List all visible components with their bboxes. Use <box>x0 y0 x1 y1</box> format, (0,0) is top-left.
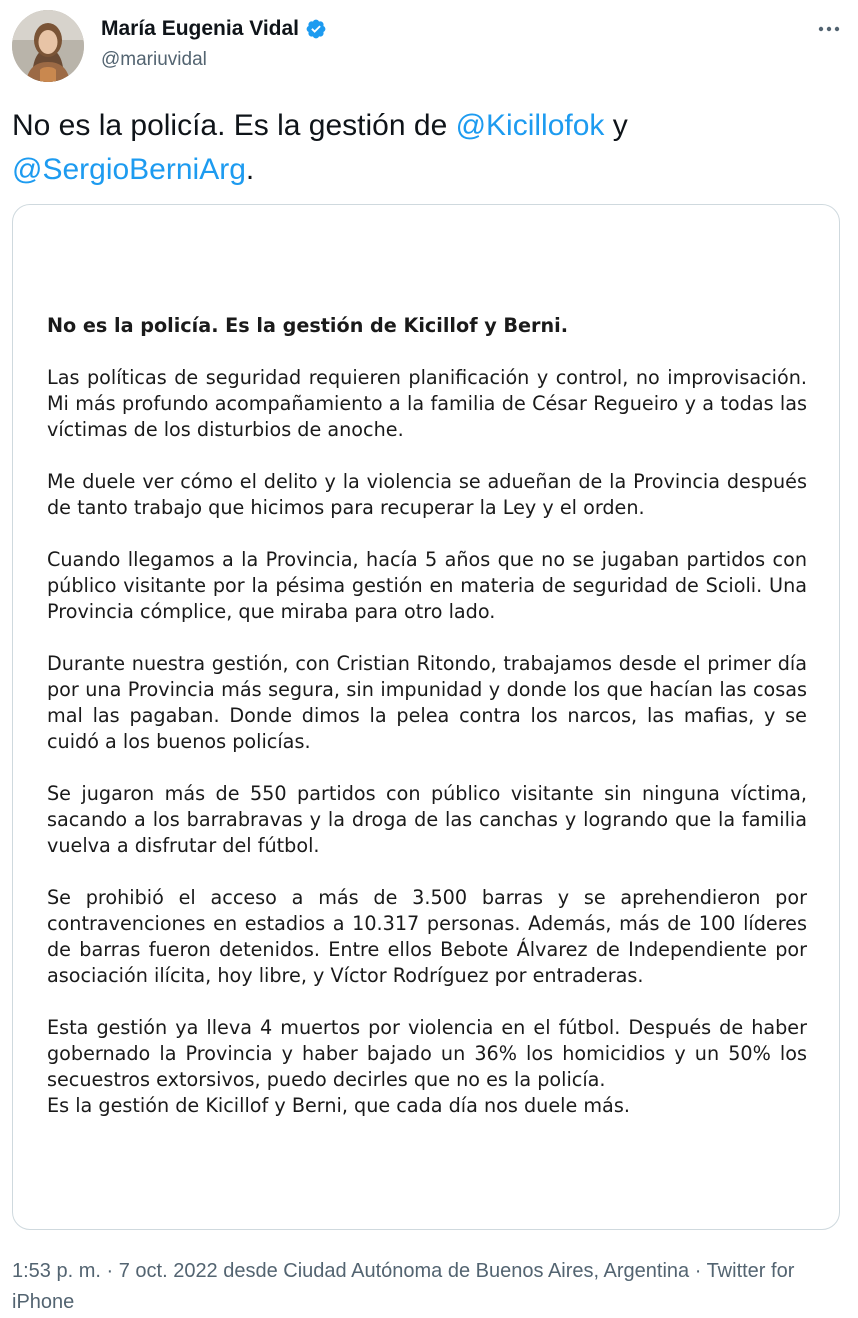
tweet-header <box>12 8 846 84</box>
author-display-name[interactable]: María Eugenia Vidal <box>101 17 300 40</box>
tweet-location[interactable]: Ciudad Autónoma de Buenos Aires, Argentina <box>283 1260 690 1282</box>
user-avatar-icon <box>12 10 84 82</box>
document-paragraph: Se jugaron más de 550 partidos con público visitante sin ninguna víctima, sacando a los barrabravas y la droga de las canchas y logrando que la familia vuelva a disfrutar del fútbol. <box>47 782 807 857</box>
tweet-metadata <box>12 1256 842 1318</box>
meta-separator: · <box>689 1260 707 1282</box>
tweet-text <box>12 104 842 192</box>
attached-image-card[interactable] <box>12 204 840 1230</box>
document-paragraph: Me duele ver cómo el delito y la violencia se adueñan de la Provincia después de tanto trabajo que hicimos para recuperar la Ley y el orden. <box>47 470 807 519</box>
document-paragraph-line: Es la gestión de Kicillof y Berni, que cada día nos duele más. <box>47 1094 630 1117</box>
document-title: No es la policía. Es la gestión de Kicillof y Berni. <box>47 314 569 337</box>
verified-badge-icon[interactable] <box>305 18 327 40</box>
document-paragraph: Cuando llegamos a la Provincia, hacía 5 años que no se jugaban partidos con público visitante por la pésima gestión en materia de seguridad de Scioli. Una Provincia cómplice, que miraba para otro lado. <box>47 548 807 623</box>
tweet-source[interactable]: Twitter for iPhone <box>12 1260 795 1313</box>
author-handle[interactable]: @mariuvidal <box>101 49 207 70</box>
user-avatar[interactable] <box>12 10 84 82</box>
location-prefix: desde <box>217 1260 284 1282</box>
tweet-text-part: y <box>604 109 628 142</box>
document-paragraph: Se prohibió el acceso a más de 3.500 barras y se aprehendieron por contravenciones en estadios a 10.317 personas. Además, más de 100 líderes de barras fueron detenidos. Entre ellos Bebote Álvarez de Independiente por asociación ilícita, hoy libre, y Víctor Rodríguez por entraderas. <box>47 886 807 987</box>
tweet-text-part: . <box>245 153 255 186</box>
mention-kicillofok[interactable]: @Kicillofok <box>455 109 605 142</box>
meta-separator: · <box>100 1260 119 1282</box>
author-names <box>101 14 327 71</box>
more-options-icon[interactable] <box>812 12 846 46</box>
document-paragraph: Las políticas de seguridad requieren planificación y control, no improvisación. Mi más profundo acompañamiento a la familia de César Regueiro y a todas las víctimas de los disturbios de anoche. <box>47 366 807 441</box>
document-paragraph-last <box>47 1015 807 1119</box>
tweet-text-part: No es la policía. Es la gestión de <box>12 109 456 142</box>
tweet-time[interactable]: 1:53 p. m. <box>12 1260 101 1282</box>
statement-document <box>47 313 807 1145</box>
document-paragraph: Durante nuestra gestión, con Cristian Ritondo, trabajamos desde el primer día por una Provincia más segura, sin impunidad y donde los que hacían las cosas mal las pagaban. Donde dimos la pelea contra los narcos, las mafias, y se cuidó a los buenos policías. <box>47 652 807 753</box>
display-name-row <box>101 14 327 44</box>
document-paragraph-line: Esta gestión ya lleva 4 muertos por violencia en el fútbol. Después de haber gobernado la Provincia y haber bajado un 36% los homicidios y un 50% los secuestros extorsivos, puedo decirles que no es la policía. <box>47 1016 807 1091</box>
mention-sergioberniarg[interactable]: @SergioBerniArg <box>12 153 246 186</box>
tweet-date[interactable]: 7 oct. 2022 <box>118 1260 218 1282</box>
